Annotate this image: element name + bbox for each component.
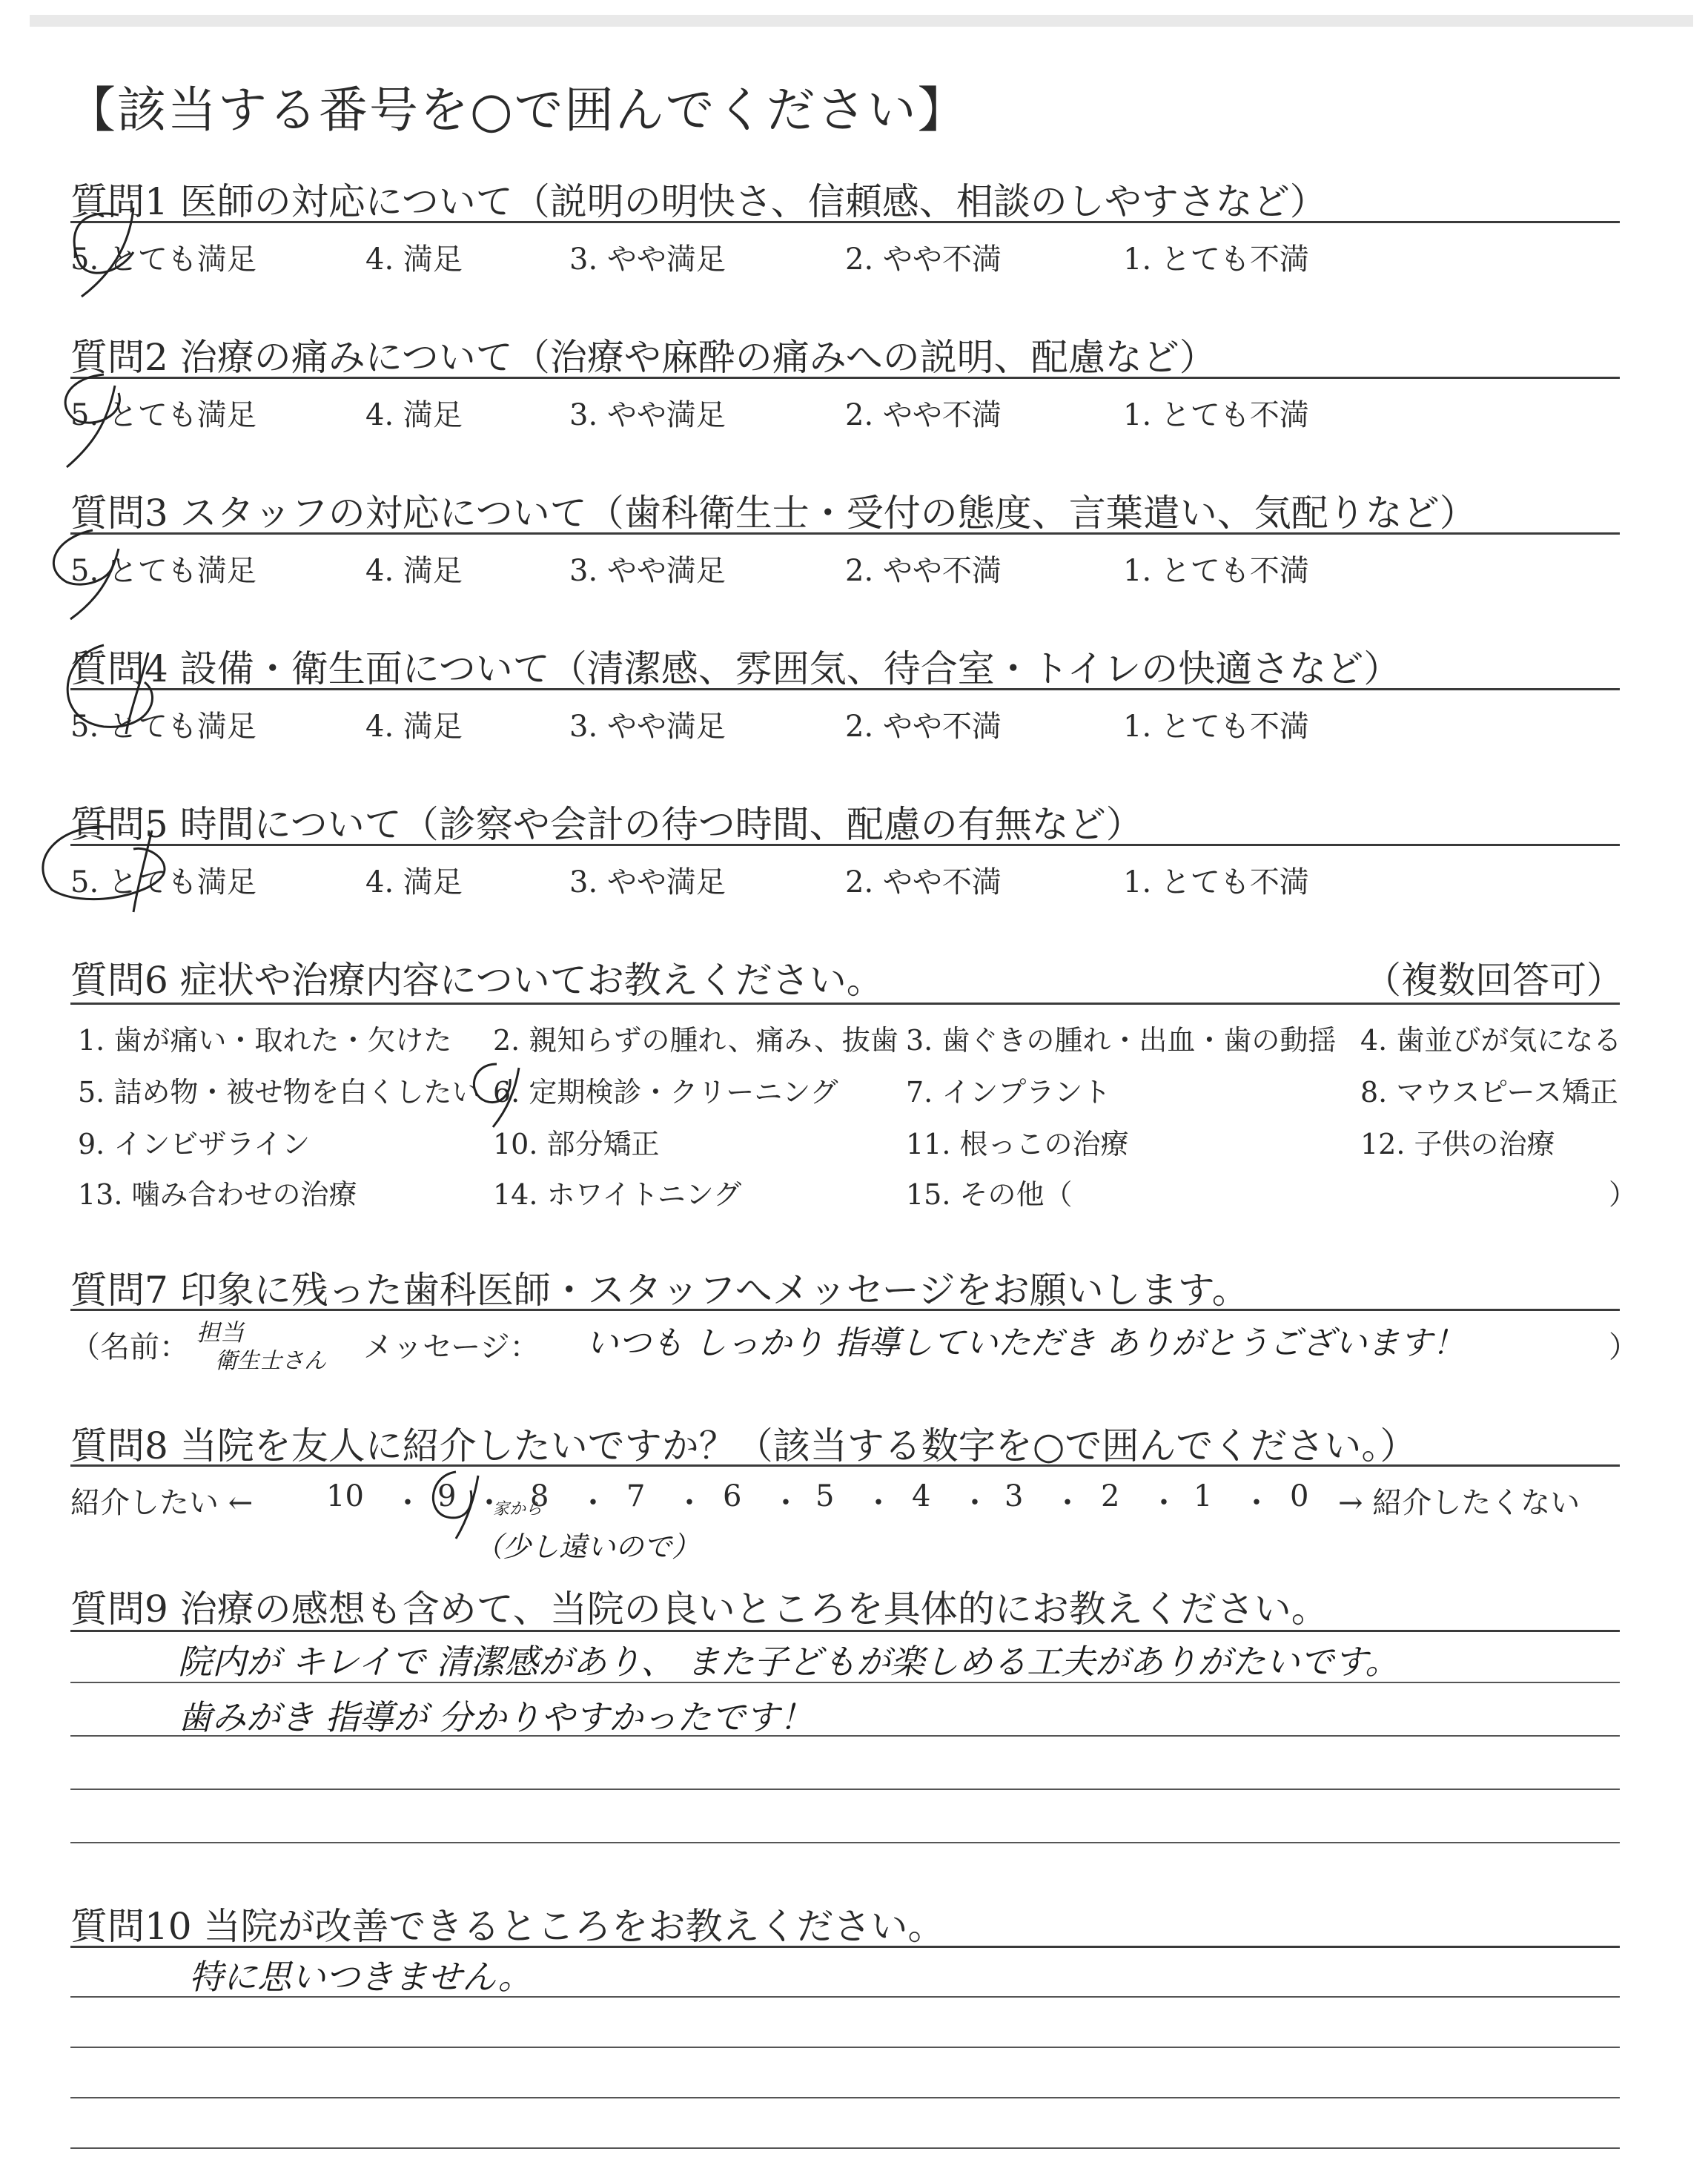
scale-10[interactable]: 10 <box>326 1479 364 1513</box>
option-4[interactable]: 4. 満足 <box>365 398 463 432</box>
symptom-option-12[interactable]: 12. 子供の治療 <box>1360 1128 1555 1160</box>
scale-1[interactable]: 1 <box>1194 1479 1213 1513</box>
page-title: 【該当する番号を○で囲んでください】 <box>67 82 968 139</box>
option-1[interactable]: 1. とても不満 <box>1123 242 1309 277</box>
scale-2[interactable]: 2 <box>1101 1479 1120 1513</box>
symptom-option-10[interactable]: 10. 部分矯正 <box>493 1128 660 1160</box>
symptom-option-8[interactable]: 8. マウスピース矯正 <box>1360 1076 1618 1109</box>
option-2[interactable]: 2. やや不満 <box>845 398 1002 432</box>
scale-dot: ・ <box>474 1486 504 1520</box>
scan-top-edge <box>30 15 1693 27</box>
question-8-rule <box>70 1464 1620 1467</box>
option-2[interactable]: 2. やや不満 <box>845 554 1002 588</box>
symptom-option-11[interactable]: 11. 根っこの治療 <box>906 1128 1129 1160</box>
option-4[interactable]: 4. 満足 <box>365 242 463 277</box>
symptom-option-4[interactable]: 4. 歯並びが気になる <box>1360 1024 1622 1057</box>
option-5[interactable]: 5. とても満足 <box>70 242 256 277</box>
other-close-paren: ） <box>1609 1178 1638 1211</box>
option-3[interactable]: 3. やや満足 <box>569 398 726 432</box>
scale-dot: ・ <box>393 1486 423 1520</box>
answer-rule <box>70 1842 1620 1843</box>
message-answer[interactable]: いつも しっかり 指導していただき ありがとうございます！ <box>586 1324 1465 1362</box>
question-6-note: （複数回答可） <box>1364 959 1623 1002</box>
scale-8[interactable]: 8 <box>530 1479 549 1513</box>
answer-rule <box>70 2097 1620 2098</box>
name-label: （名前： <box>70 1330 189 1364</box>
symptom-option-13[interactable]: 13. 噛み合わせの治療 <box>78 1178 357 1211</box>
answer-line-1[interactable]: 院内が キレイで 清潔感があり、 また子どもが楽しめる工夫がありがたいです。 <box>178 1642 1400 1682</box>
option-4[interactable]: 4. 満足 <box>365 554 463 588</box>
option-2[interactable]: 2. やや不満 <box>845 242 1002 277</box>
selection-circle-mark <box>30 363 148 475</box>
option-2[interactable]: 2. やや不満 <box>845 865 1002 899</box>
symptom-option-3[interactable]: 3. 歯ぐきの腫れ・出血・歯の動揺 <box>906 1024 1337 1057</box>
option-4[interactable]: 4. 満足 <box>365 710 463 744</box>
answer-line-2[interactable]: 歯みがき 指導が 分かりやすかったです！ <box>178 1697 814 1737</box>
symptom-option-14[interactable]: 14. ホワイトニング <box>493 1178 742 1211</box>
option-1[interactable]: 1. とても不満 <box>1123 398 1309 432</box>
question-1-title: 質問1 医師の対応について（説明の明快さ、信頼感、相談のしやすさなど） <box>70 180 1327 223</box>
question-5-rule <box>70 844 1620 846</box>
scale-3[interactable]: 3 <box>1004 1479 1024 1513</box>
selection-circle-mark <box>22 816 193 919</box>
symptom-option-15[interactable]: 15. その他（ <box>906 1178 1073 1211</box>
scale-4[interactable]: 4 <box>912 1479 931 1513</box>
question-9-rule <box>70 1630 1620 1632</box>
scale-dot: ・ <box>578 1486 608 1520</box>
option-2[interactable]: 2. やや不満 <box>845 710 1002 744</box>
symptom-option-6[interactable]: 6. 定期検診・クリーニング <box>493 1076 838 1109</box>
answer-rule <box>70 2147 1620 2149</box>
question-2-rule <box>70 377 1620 379</box>
scale-5[interactable]: 5 <box>815 1479 835 1513</box>
question-8-title: 質問8 当院を友人に紹介したいですか？（該当する数字を○で囲んでください。） <box>70 1424 1417 1467</box>
scale-note-small: 家から <box>493 1500 543 1519</box>
answer-rule <box>70 1789 1620 1790</box>
option-5[interactable]: 5. とても満足 <box>70 398 256 432</box>
selection-circle-mark <box>37 638 185 749</box>
symptom-option-9[interactable]: 9. インビザライン <box>78 1128 311 1160</box>
staff-name-line2[interactable]: 衛生士さん <box>215 1348 326 1374</box>
question-6-rule <box>70 1003 1620 1005</box>
option-5[interactable]: 5. とても満足 <box>70 554 256 588</box>
option-3[interactable]: 3. やや満足 <box>569 710 726 744</box>
option-1[interactable]: 1. とても不満 <box>1123 554 1309 588</box>
question-9-title: 質問9 治療の感想も含めて、当院の良いところを具体的にお教えください。 <box>70 1588 1328 1631</box>
selection-circle-mark <box>452 1053 556 1135</box>
scale-dot: ・ <box>675 1486 704 1520</box>
answer-rule <box>70 1996 1620 1998</box>
message-label: メッセージ： <box>363 1330 540 1364</box>
question-10-rule <box>70 1946 1620 1948</box>
symptom-option-2[interactable]: 2. 親知らずの腫れ、痛み、抜歯 <box>493 1024 898 1057</box>
question-3-rule <box>70 532 1620 535</box>
scale-0[interactable]: 0 <box>1290 1479 1309 1513</box>
option-3[interactable]: 3. やや満足 <box>569 554 726 588</box>
scale-right-label: → 紹介したくない <box>1338 1486 1580 1520</box>
scale-dot: ・ <box>1053 1486 1082 1520</box>
answer-rule <box>70 2047 1620 2048</box>
scale-dot: ・ <box>1242 1486 1271 1520</box>
question-7-title: 質問7 印象に残った歯科医師・スタッフへメッセージをお願いします。 <box>70 1269 1249 1312</box>
question-6-title: 質問6 症状や治療内容についてお教えください。 <box>70 959 884 1002</box>
question-2-title: 質問2 治療の痛みについて（治療や麻酔の痛みへの説明、配慮など） <box>70 336 1217 379</box>
symptom-option-7[interactable]: 7. インプラント <box>906 1076 1111 1109</box>
answer-rule <box>70 1735 1620 1737</box>
question-5-title: 質問5 時間について（診察や会計の待つ時間、配慮の有無など） <box>70 803 1143 846</box>
scale-dot: ・ <box>960 1486 990 1520</box>
option-5[interactable]: 5. とても満足 <box>70 710 256 744</box>
question-4-title: 質問4 設備・衛生面について（清潔感、雰囲気、待合室・トイレの快適さなど） <box>70 647 1401 690</box>
selection-circle-mark <box>26 519 145 630</box>
scale-9[interactable]: 9 <box>437 1479 457 1513</box>
scale-dot: ・ <box>864 1486 893 1520</box>
option-1[interactable]: 1. とても不満 <box>1123 865 1309 899</box>
scale-note: （少し遠いので） <box>474 1530 701 1563</box>
question-7-rule <box>70 1309 1620 1311</box>
selection-circle-mark <box>37 200 156 304</box>
question-4-rule <box>70 688 1620 690</box>
question-1-rule <box>70 221 1620 223</box>
option-1[interactable]: 1. とても不満 <box>1123 710 1309 744</box>
scale-dot: ・ <box>771 1486 801 1520</box>
option-3[interactable]: 3. やや満足 <box>569 865 726 899</box>
scale-left-label: 紹介したい ← <box>70 1486 254 1520</box>
option-4[interactable]: 4. 満足 <box>365 865 463 899</box>
question-3-title: 質問3 スタッフの対応について（歯科衛生士・受付の態度、言葉遣い、気配りなど） <box>70 492 1477 535</box>
scale-dot: ・ <box>1149 1486 1179 1520</box>
question-10-title: 質問10 当院が改善できるところをお教えください。 <box>70 1905 945 1948</box>
scale-7[interactable]: 7 <box>626 1479 646 1513</box>
option-3[interactable]: 3. やや満足 <box>569 242 726 277</box>
message-close-paren: ） <box>1609 1330 1638 1364</box>
scale-6[interactable]: 6 <box>723 1479 742 1513</box>
improvement-answer[interactable]: 特に思いつきません。 <box>189 1957 532 1997</box>
option-5[interactable]: 5. とても満足 <box>70 865 256 899</box>
symptom-option-5[interactable]: 5. 詰め物・被せ物を白くしたい <box>78 1076 480 1109</box>
symptom-option-1[interactable]: 1. 歯が痛い・取れた・欠けた <box>78 1024 452 1057</box>
answer-rule <box>70 1682 1620 1683</box>
staff-name-line1[interactable]: 担当 <box>196 1318 245 1347</box>
